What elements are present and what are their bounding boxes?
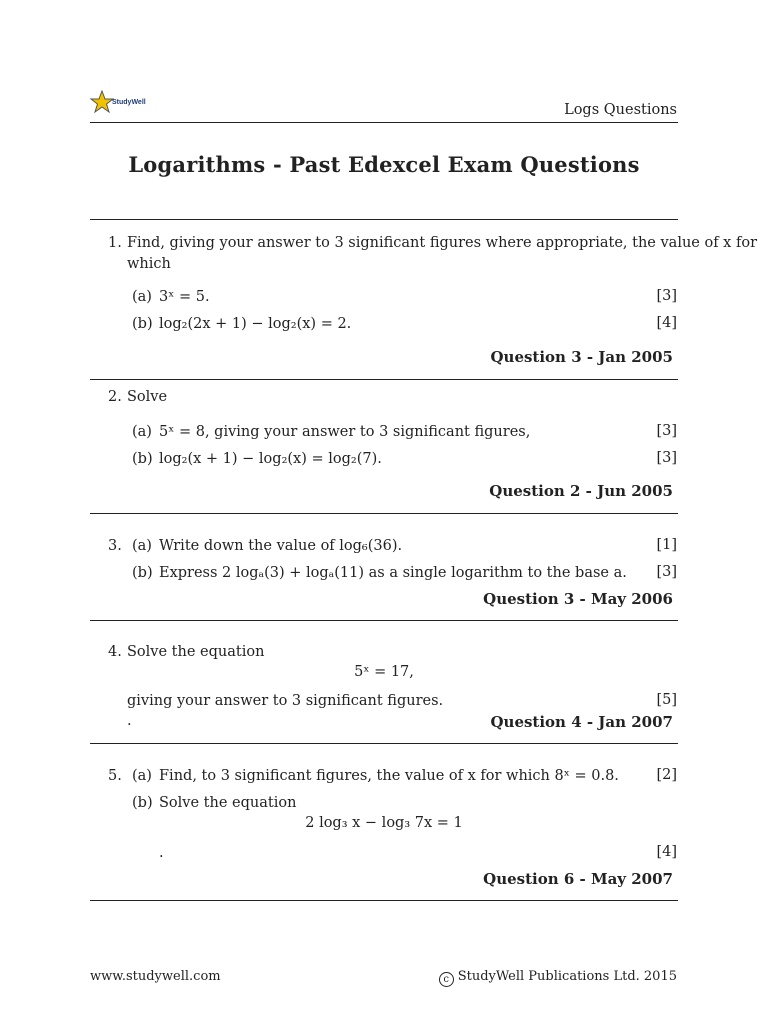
part-marks: [4] — [656, 315, 677, 331]
part-text: Write down the value of log₆(36). — [159, 538, 403, 554]
star-icon — [90, 90, 114, 114]
part-label: (b) — [132, 316, 153, 332]
divider — [90, 219, 678, 220]
logo-text: StudyWell — [112, 99, 146, 106]
part-label: (a) — [132, 289, 152, 305]
question-number: 5. — [108, 768, 122, 784]
part-label: (b) — [132, 795, 153, 811]
part-label: (a) — [132, 538, 152, 554]
question-text: Solve — [127, 389, 168, 405]
question-number: 4. — [108, 644, 122, 660]
part-marks: [3] — [656, 564, 677, 580]
header-section-title: Logs Questions — [564, 102, 677, 118]
page-title: Logarithms - Past Edexcel Exam Questions — [128, 152, 640, 177]
question-source: Question 3 - May 2006 — [483, 590, 673, 608]
copyright-icon: c — [439, 972, 454, 987]
part-marks: [4] — [656, 844, 677, 860]
question-number: 1. — [108, 235, 122, 251]
divider — [90, 513, 678, 514]
divider — [90, 743, 678, 744]
question-source: Question 6 - May 2007 — [483, 870, 673, 888]
part-text: Express 2 logₐ(3) + logₐ(11) as a single logarithm to the base a. — [159, 565, 627, 581]
part-marks: [3] — [656, 288, 677, 304]
part-label: (a) — [132, 768, 152, 784]
footer-copyright — [439, 969, 677, 987]
part-marks: [3] — [656, 423, 677, 439]
divider — [90, 379, 678, 380]
equation: 2 log₃ x − log₃ 7x = 1 — [305, 815, 463, 831]
part-text: Find, to 3 significant figures, the value of x for which 8ˣ = 0.8. — [159, 768, 619, 784]
divider — [90, 900, 678, 901]
question-text-cont: which — [127, 256, 171, 272]
part-marks: [3] — [656, 450, 677, 466]
header-rule — [90, 122, 678, 123]
question-text-cont: giving your answer to 3 significant figures. — [127, 693, 444, 709]
divider — [90, 620, 678, 621]
question-number: 2. — [108, 389, 122, 405]
part-label: (b) — [132, 565, 153, 581]
equation: 5ˣ = 17, — [354, 664, 414, 680]
question-text: Find, giving your answer to 3 significant figures where appropriate, the value of x for — [127, 235, 757, 251]
question-source: Question 4 - Jan 2007 — [490, 713, 673, 731]
part-text: log₂(x + 1) − log₂(x) = log₂(7). — [159, 451, 382, 467]
part-marks: [1] — [656, 537, 677, 553]
footer-website: www.studywell.com — [90, 969, 221, 984]
part-label: (a) — [132, 424, 152, 440]
part-label: (b) — [132, 451, 153, 467]
question-source: Question 3 - Jan 2005 — [490, 348, 673, 366]
question-text: Solve the equation — [127, 644, 265, 660]
question-source: Question 2 - Jun 2005 — [489, 482, 673, 500]
part-text: log₂(2x + 1) − log₂(x) = 2. — [159, 316, 352, 332]
trailing-dot: . — [159, 845, 164, 861]
trailing-dot: . — [127, 713, 132, 729]
question-marks: [5] — [656, 692, 677, 708]
part-text: Solve the equation — [159, 795, 297, 811]
part-text: 3ˣ = 5. — [159, 289, 210, 305]
studywell-logo — [90, 90, 150, 116]
part-marks: [2] — [656, 767, 677, 783]
part-text: 5ˣ = 8, giving your answer to 3 significant figures, — [159, 424, 531, 440]
footer-publisher: StudyWell Publications Ltd. 2015 — [457, 969, 677, 984]
question-number: 3. — [108, 538, 122, 554]
